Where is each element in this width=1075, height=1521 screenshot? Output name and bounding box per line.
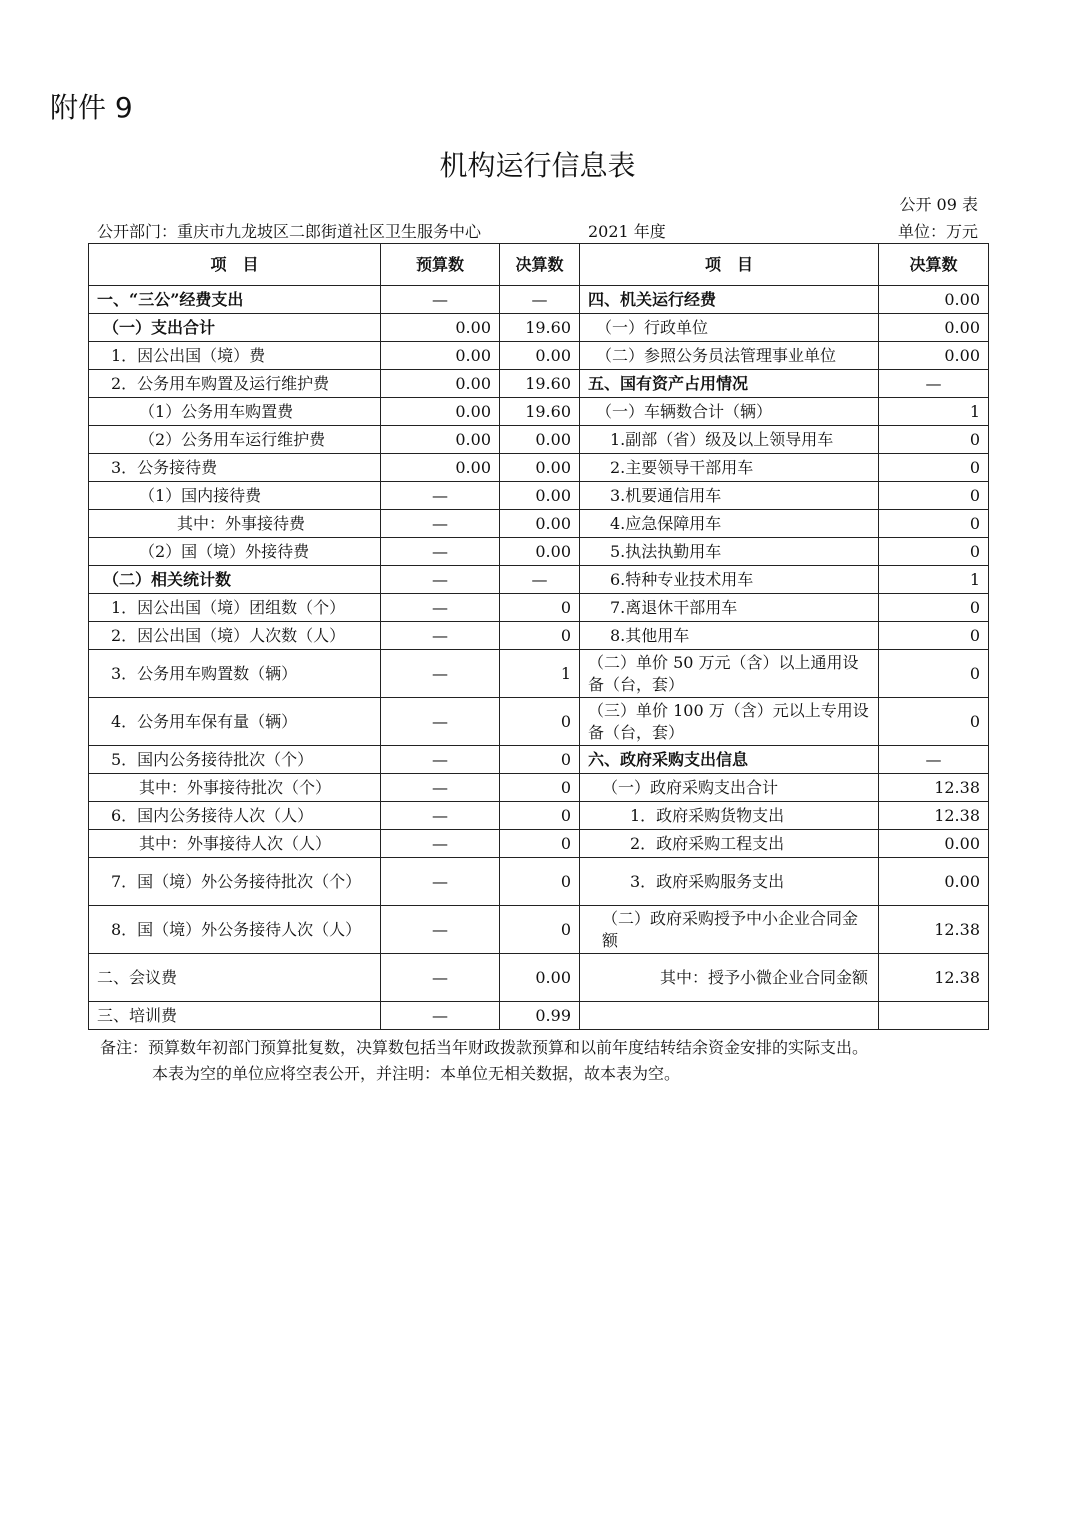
form-number: 公开 09 表	[899, 195, 978, 214]
final-value: 0	[500, 622, 580, 650]
left-item: 7．国（境）外公务接待批次（个）	[89, 858, 381, 906]
header-budget: 预算数	[381, 244, 500, 286]
right-item: 其中：授予小微企业合同金额	[580, 954, 879, 1002]
budget-value: —	[381, 286, 500, 314]
right-item: 1．政府采购货物支出	[580, 802, 879, 830]
right-item: （一）政府采购支出合计	[580, 774, 879, 802]
final-value: 0.99	[500, 1002, 580, 1030]
budget-value: 0.00	[381, 454, 500, 482]
right-value: 1	[879, 566, 989, 594]
final-value: 0.00	[500, 954, 580, 1002]
budget-value: —	[381, 954, 500, 1002]
final-value: 0.00	[500, 510, 580, 538]
left-item: 3．公务用车购置数（辆）	[89, 650, 381, 698]
right-value: 0.00	[879, 286, 989, 314]
left-item: 其中：外事接待费	[89, 510, 381, 538]
right-item: （三）单价 100 万（含）元以上专用设备（台，套）	[580, 698, 879, 746]
right-value: 0	[879, 510, 989, 538]
right-value: 0	[879, 622, 989, 650]
left-item: 8．国（境）外公务接待人次（人）	[89, 906, 381, 954]
left-item: 其中：外事接待批次（个）	[89, 774, 381, 802]
right-value: —	[879, 370, 989, 398]
table-notes	[100, 1035, 868, 1087]
right-value: —	[879, 746, 989, 774]
final-value: —	[500, 286, 580, 314]
final-value: 0	[500, 594, 580, 622]
left-item: 二、会议费	[89, 954, 381, 1002]
left-item: 三、培训费	[89, 1002, 381, 1030]
right-value: 0	[879, 698, 989, 746]
budget-value: —	[381, 774, 500, 802]
right-value: 0	[879, 538, 989, 566]
final-value: 0	[500, 858, 580, 906]
header-item-left: 项 目	[89, 244, 381, 286]
right-item: 六、政府采购支出信息	[580, 746, 879, 774]
final-value: 0	[500, 746, 580, 774]
left-item: （二）相关统计数	[89, 566, 381, 594]
budget-value: —	[381, 746, 500, 774]
department-name: 公开部门：重庆市九龙坡区二郎街道社区卫生服务中心	[97, 222, 482, 241]
table-row	[89, 622, 989, 650]
right-item: （一）车辆数合计（辆）	[580, 398, 879, 426]
table-row	[89, 858, 989, 906]
right-item: 1.副部（省）级及以上领导用车	[580, 426, 879, 454]
table-header-row	[89, 244, 989, 286]
right-item: 五、国有资产占用情况	[580, 370, 879, 398]
final-value: 0.00	[500, 454, 580, 482]
final-value: 1	[500, 650, 580, 698]
right-item: 3．政府采购服务支出	[580, 858, 879, 906]
table-row	[89, 830, 989, 858]
table-row	[89, 314, 989, 342]
budget-value: —	[381, 538, 500, 566]
right-item: （二）参照公务员法管理事业单位	[580, 342, 879, 370]
final-value: 0	[500, 906, 580, 954]
left-item: （一）支出合计	[89, 314, 381, 342]
table-row	[89, 650, 989, 698]
final-value: 19.60	[500, 370, 580, 398]
right-value: 0.00	[879, 830, 989, 858]
left-item: 一、“三公”经费支出	[89, 286, 381, 314]
right-item: 四、机关运行经费	[580, 286, 879, 314]
right-item: 2.主要领导干部用车	[580, 454, 879, 482]
final-value: 19.60	[500, 398, 580, 426]
right-value: 12.38	[879, 774, 989, 802]
table-row	[89, 746, 989, 774]
right-item: （一）行政单位	[580, 314, 879, 342]
operation-info-table	[88, 243, 989, 1030]
table-row	[89, 906, 989, 954]
right-item: （二）单价 50 万元（含）以上通用设备（台，套）	[580, 650, 879, 698]
attachment-label: 附件 9	[50, 91, 133, 124]
budget-value: —	[381, 830, 500, 858]
budget-value: 0.00	[381, 314, 500, 342]
final-value: 0.00	[500, 426, 580, 454]
table-row	[89, 342, 989, 370]
header-info-line	[97, 219, 978, 241]
left-item: 1．因公出国（境）费	[89, 342, 381, 370]
final-value: 0	[500, 774, 580, 802]
fiscal-year: 2021 年度	[588, 222, 666, 241]
left-item: 2．因公出国（境）人次数（人）	[89, 622, 381, 650]
final-value: 0	[500, 698, 580, 746]
right-value: 0.00	[879, 858, 989, 906]
header-final-right: 决算数	[879, 244, 989, 286]
budget-value: —	[381, 482, 500, 510]
final-value: 19.60	[500, 314, 580, 342]
left-item: 6．国内公务接待人次（人）	[89, 802, 381, 830]
left-item: 1．因公出国（境）团组数（个）	[89, 594, 381, 622]
right-item: 5.执法执勤用车	[580, 538, 879, 566]
final-value: 0	[500, 802, 580, 830]
table-row	[89, 698, 989, 746]
table-row	[89, 1002, 989, 1030]
final-value: 0.00	[500, 342, 580, 370]
currency-unit: 单位：万元	[897, 222, 978, 241]
budget-value: 0.00	[381, 426, 500, 454]
table-row	[89, 286, 989, 314]
right-value: 12.38	[879, 906, 989, 954]
right-value: 0.00	[879, 314, 989, 342]
budget-value: —	[381, 594, 500, 622]
table-row	[89, 774, 989, 802]
left-item: （2）国（境）外接待费	[89, 538, 381, 566]
table-row	[89, 398, 989, 426]
table-row	[89, 954, 989, 1002]
final-value: 0.00	[500, 538, 580, 566]
budget-value: 0.00	[381, 370, 500, 398]
budget-value: —	[381, 1002, 500, 1030]
budget-value: —	[381, 510, 500, 538]
left-item: 3．公务接待费	[89, 454, 381, 482]
right-item: 8.其他用车	[580, 622, 879, 650]
table-row	[89, 594, 989, 622]
header-final: 决算数	[500, 244, 580, 286]
budget-value: —	[381, 698, 500, 746]
right-value: 0	[879, 426, 989, 454]
budget-value: —	[381, 566, 500, 594]
right-value: 12.38	[879, 954, 989, 1002]
budget-value: —	[381, 802, 500, 830]
table-row	[89, 566, 989, 594]
note-line-1: 备注：预算数年初部门预算批复数，决算数包括当年财政拨款预算和以前年度结转结余资金安排的实际支出。	[100, 1038, 869, 1057]
right-item	[580, 1002, 879, 1030]
right-item: 2．政府采购工程支出	[580, 830, 879, 858]
table-row	[89, 482, 989, 510]
left-item: （2）公务用车运行维护费	[89, 426, 381, 454]
left-item: （1）公务用车购置费	[89, 398, 381, 426]
final-value: 0.00	[500, 482, 580, 510]
table-row	[89, 510, 989, 538]
note-line-2: 本表为空的单位应将空表公开，并注明：本单位无相关数据，故本表为空。	[152, 1064, 681, 1083]
left-item: 4．公务用车保有量（辆）	[89, 698, 381, 746]
left-item: 2．公务用车购置及运行维护费	[89, 370, 381, 398]
budget-value: —	[381, 650, 500, 698]
right-item: 3.机要通信用车	[580, 482, 879, 510]
header-item-right: 项 目	[580, 244, 879, 286]
budget-value: —	[381, 906, 500, 954]
left-item: 其中：外事接待人次（人）	[89, 830, 381, 858]
table-row	[89, 538, 989, 566]
right-value: 0	[879, 482, 989, 510]
right-item: （二）政府采购授予中小企业合同金额	[580, 906, 879, 954]
budget-value: 0.00	[381, 342, 500, 370]
right-value: 0	[879, 650, 989, 698]
right-item: 7.离退休干部用车	[580, 594, 879, 622]
budget-value: —	[381, 858, 500, 906]
final-value: 0	[500, 830, 580, 858]
table-row	[89, 426, 989, 454]
right-value: 0.00	[879, 342, 989, 370]
table-row	[89, 370, 989, 398]
left-item: （1）国内接待费	[89, 482, 381, 510]
right-value: 0	[879, 454, 989, 482]
left-item: 5．国内公务接待批次（个）	[89, 746, 381, 774]
right-item: 4.应急保障用车	[580, 510, 879, 538]
right-item: 6.特种专业技术用车	[580, 566, 879, 594]
page-title: 机构运行信息表	[439, 149, 636, 182]
right-value: 0	[879, 594, 989, 622]
right-value: 1	[879, 398, 989, 426]
right-value: 12.38	[879, 802, 989, 830]
right-value	[879, 1002, 989, 1030]
final-value: —	[500, 566, 580, 594]
budget-value: —	[381, 622, 500, 650]
table-row	[89, 802, 989, 830]
table-row	[89, 454, 989, 482]
budget-value: 0.00	[381, 398, 500, 426]
